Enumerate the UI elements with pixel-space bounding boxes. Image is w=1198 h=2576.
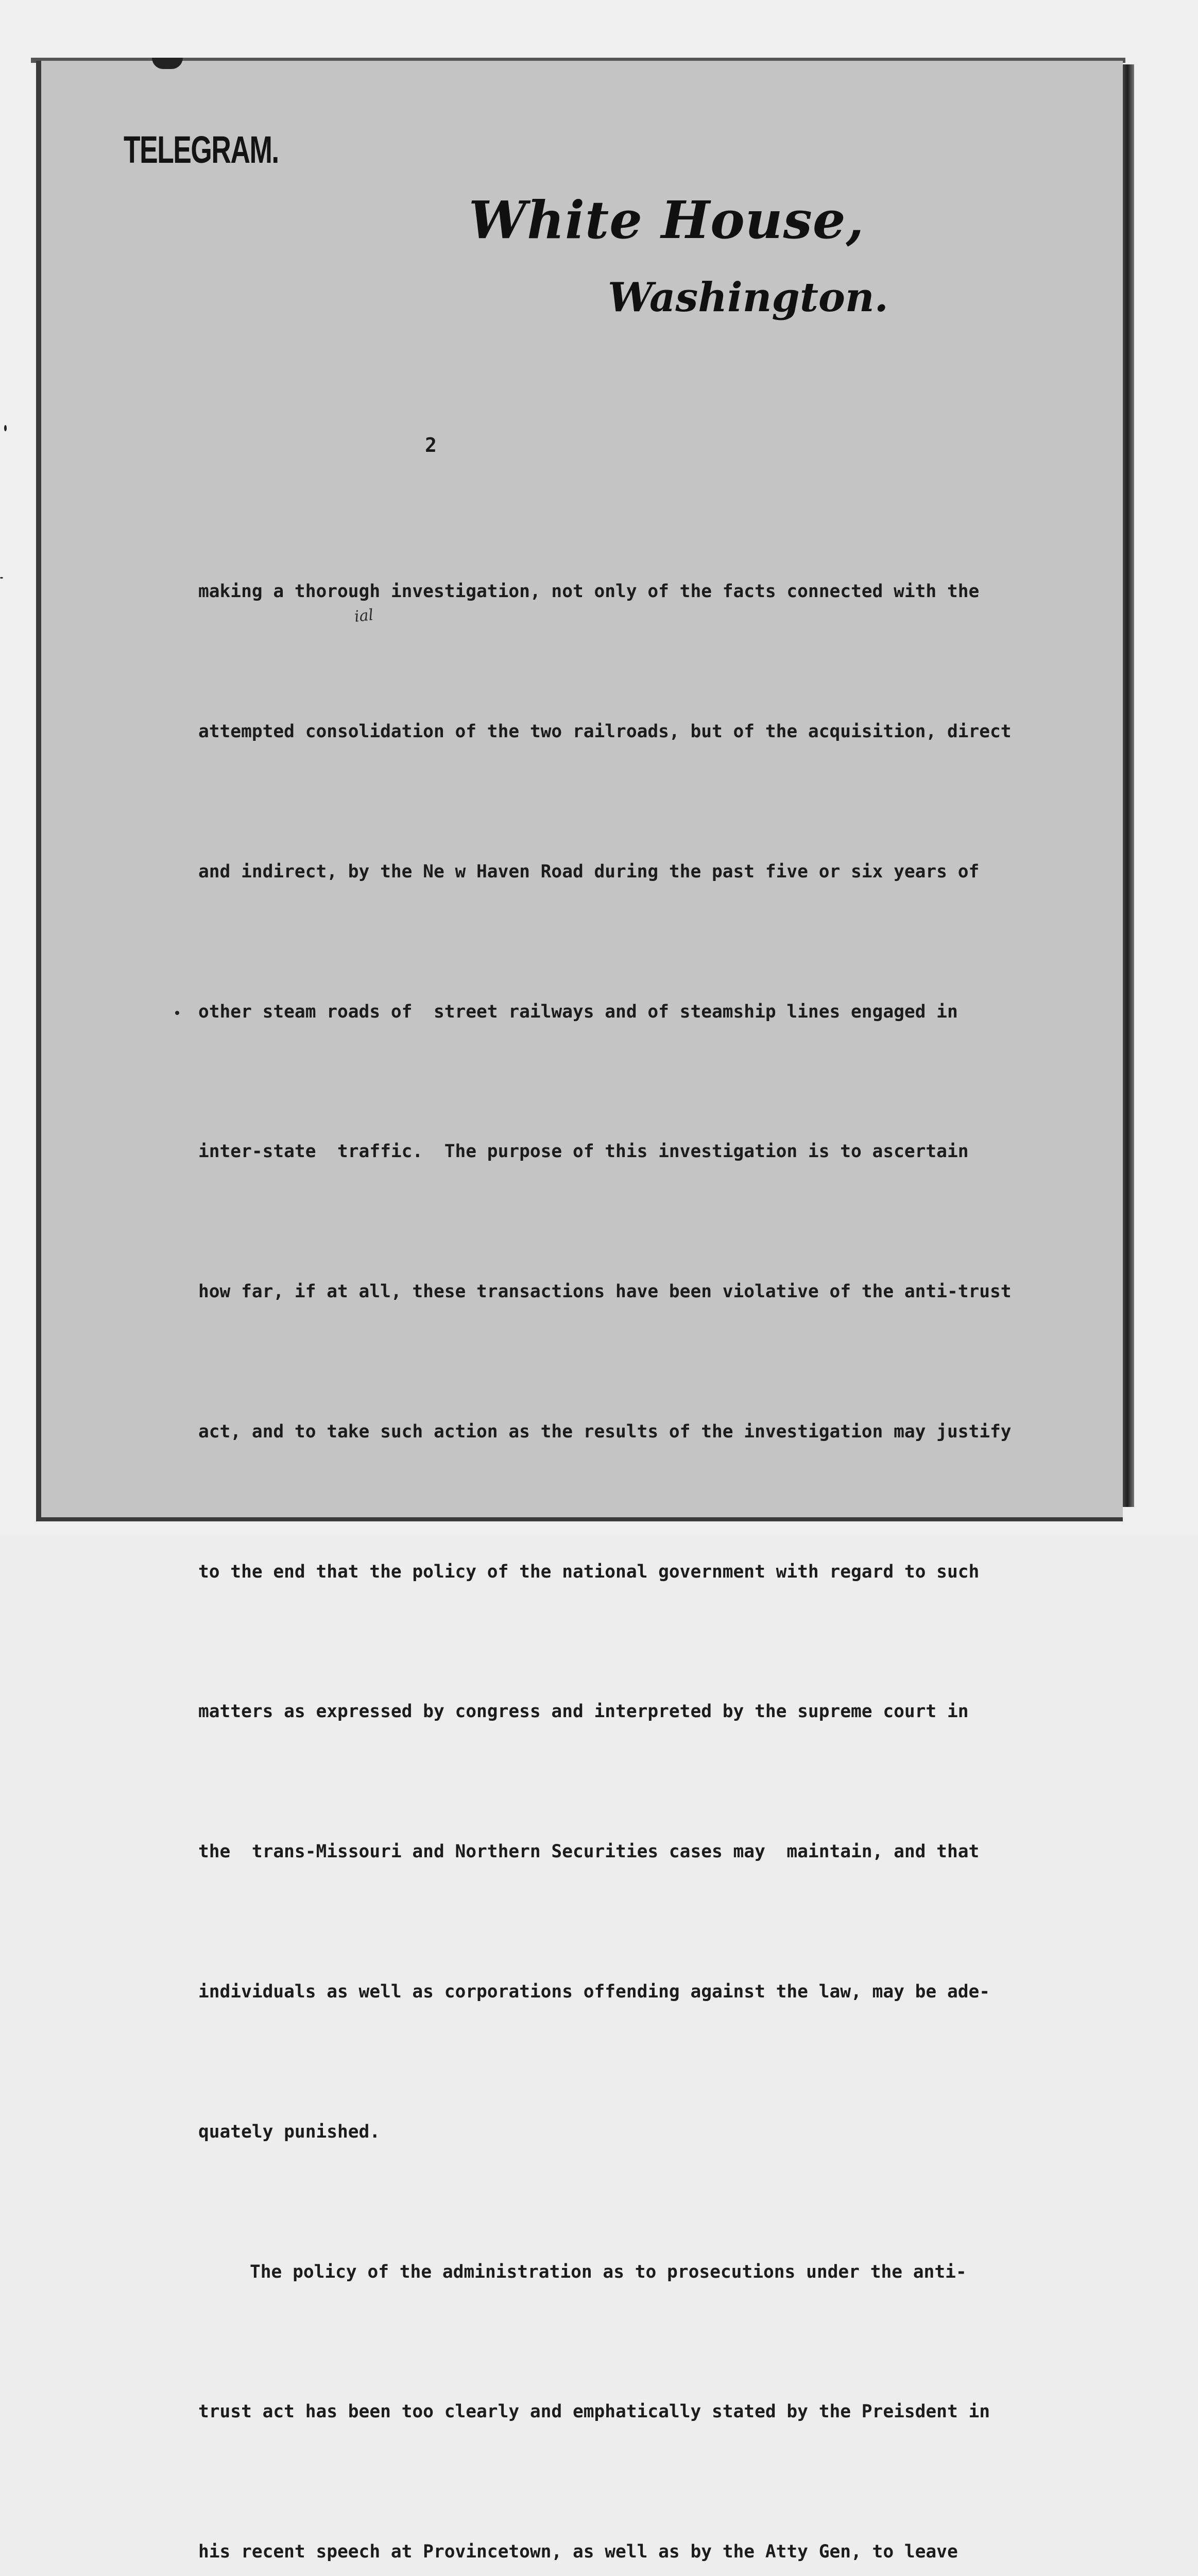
- ink-speck: [4, 425, 7, 431]
- body-line: making a thorough investigation, not only of the facts connected with the: [198, 581, 980, 602]
- body-line: quately punished.: [198, 2121, 381, 2142]
- letterhead-white-house: White House,: [469, 190, 865, 250]
- body-line: to the end that the policy of the national government with regard to such: [198, 1561, 980, 1582]
- body-line: inter-state traffic. The purpose of this investigation is to ascertain: [198, 1141, 969, 1162]
- ink-dot: [175, 1011, 179, 1015]
- body-line: how far, if at all, these transactions have been violative of the anti-trust: [198, 1281, 1012, 1302]
- body-line: matters as expressed by congress and interpreted by the supreme court in: [198, 1701, 969, 1722]
- body-line: trust act has been too clearly and emphatically stated by the Preisdent in: [198, 2401, 990, 2422]
- body-line: attempted consolidation of the two railroads, but of the acquisition, direct: [198, 721, 1012, 742]
- body-line: individuals as well as corporations offending against the law, may be ade-: [198, 1981, 990, 2002]
- body-line: other steam roads of street railways and of steamship lines engaged in: [198, 1001, 958, 1022]
- body-line: act, and to take such action as the results of the investigation may justify: [198, 1421, 1012, 1442]
- body-line: The policy of the administration as to prosecutions under the anti-: [250, 2261, 967, 2282]
- ink-speck: [0, 577, 3, 579]
- telegram-body: [198, 475, 1043, 2576]
- telegram-heading: TELEGRAM.: [124, 128, 279, 171]
- body-line: and indirect, by the Ne w Haven Road during the past five or six years of: [198, 861, 980, 882]
- page-number: 2: [425, 434, 437, 456]
- handwritten-interlineation: ial: [353, 606, 374, 626]
- body-line: the trans-Missouri and Northern Securities cases may maintain, and that: [198, 1841, 980, 1862]
- body-line: his recent speech at Provincetown, as well as by the Atty Gen, to leave: [198, 2541, 958, 2563]
- letterhead-washington: Washington.: [608, 274, 888, 321]
